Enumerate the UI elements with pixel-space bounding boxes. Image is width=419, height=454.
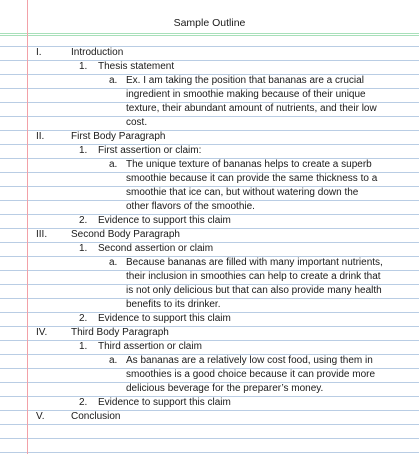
sub-item-line: texture, their abundant amount of nutrients, and their low [126,103,377,114]
outline-item [0,214,419,228]
sub-item-line: ingredient in smoothie making because of their unique [126,89,366,100]
item-text: Evidence to support this claim [98,313,231,324]
item-number: 2. [79,397,88,408]
sub-item-line: As bananas are a relatively low cost food, using them in [126,355,373,366]
section-heading: First Body Paragraph [71,131,166,142]
sub-item-line: cost. [126,117,148,128]
section-row [0,130,419,144]
sub-item-line: Because bananas are filled with many important nutrients, [126,257,383,268]
outline-item [0,312,419,326]
item-text: Evidence to support this claim [98,397,231,408]
item-number: 2. [79,215,88,226]
section-numeral: II. [36,131,45,142]
sub-item-letter: a. [109,257,118,268]
section-row [0,410,419,424]
sub-item-line: smoothie that ice can, but without watering down the [126,187,359,198]
section-heading: Introduction [71,47,124,58]
sub-item-letter: a. [109,75,118,86]
sub-item [0,74,419,130]
item-text: Evidence to support this claim [98,215,231,226]
item-text: Second assertion or claim [98,243,214,254]
section-numeral: IV. [36,327,48,338]
item-number: 1. [79,341,88,352]
outline-item [0,60,419,74]
sub-item-line: other flavors of the smoothie. [126,201,255,212]
sub-item-line: benefits to its drinker. [126,299,221,310]
sub-item-letter: a. [109,355,118,366]
section-heading: Second Body Paragraph [71,229,180,240]
sub-item-text [126,74,419,130]
page-title: Sample Outline [173,17,246,29]
sub-item-line: Ex. I am taking the position that bananas are a crucial [126,75,364,86]
sub-item-letter: a. [109,159,118,170]
outline-item [0,242,419,256]
section-numeral: V. [36,411,45,422]
sub-item [0,256,419,312]
section-row [0,326,419,340]
section-heading: Conclusion [71,411,121,422]
item-text: First assertion or claim: [98,145,202,156]
sub-item-line: The unique texture of bananas helps to create a superb [126,159,372,170]
sub-item-line: delicious beverage for the preparer’s money. [126,383,324,394]
section-row [0,228,419,242]
section-heading: Third Body Paragraph [71,327,169,338]
section-row [0,46,419,60]
sub-item-line: their inclusion in smoothies can help to create a drink that [126,271,381,282]
item-number: 2. [79,313,88,324]
outline-item [0,396,419,410]
section-numeral: III. [36,229,48,240]
outline [0,46,419,424]
section-numeral: I. [36,47,42,58]
sub-item-text [126,158,419,214]
header-rule-lower [0,35,419,36]
sub-item [0,158,419,214]
item-text: Third assertion or claim [98,341,202,352]
sub-item-text [126,256,419,312]
item-number: 1. [79,145,88,156]
item-number: 1. [79,243,88,254]
item-number: 1. [79,61,88,72]
outline-item [0,340,419,354]
sub-item-line: smoothie because it can provide the same thickness to a [126,173,378,184]
sub-item-line: smoothies is a good choice because it can provide more [126,369,376,380]
item-text: Thesis statement [98,61,175,72]
sub-item [0,354,419,396]
sub-item-line: is not only delicious but that can also provide many health [126,285,382,296]
outline-item [0,144,419,158]
header-rule-upper [0,33,419,34]
sub-item-text [126,354,419,396]
